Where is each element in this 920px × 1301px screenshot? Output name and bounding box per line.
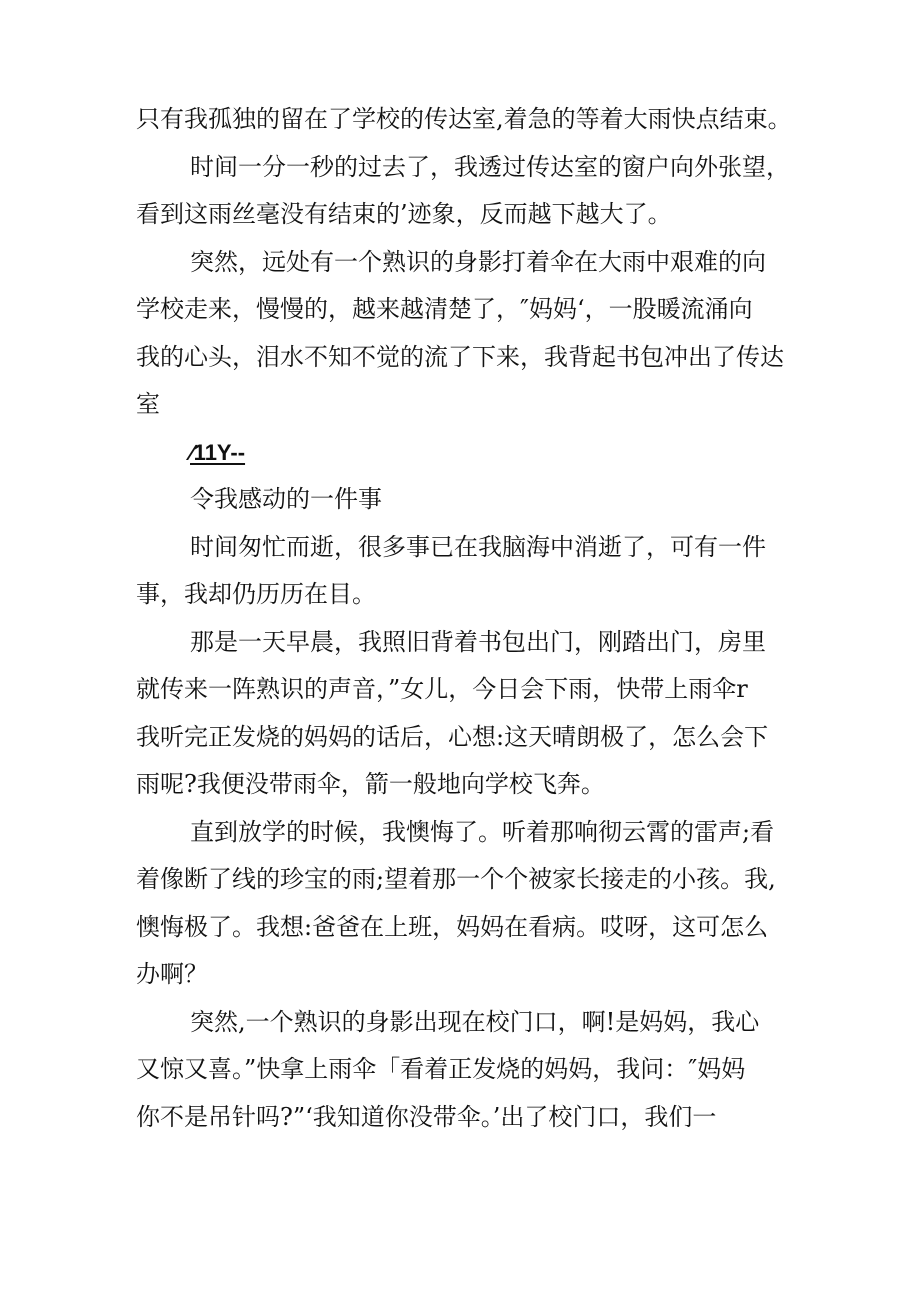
text-line: 我的心头，泪水不知不觉的流了下来，我背起书包冲出了传达 bbox=[136, 342, 784, 371]
text-line: 就传来一阵熟识的声音，”女儿，今日会下雨，快带上雨伞r bbox=[136, 675, 748, 703]
text-line: 看到这雨丝毫没有结束的’迹象，反而越下越大了。 bbox=[136, 200, 672, 228]
text-line: 那是一天早晨，我照旧背着书包出门，刚踏出门，房里 bbox=[190, 627, 766, 656]
text-line: 你不是吊针吗?”‘我知道你没带伞。’出了校门口，我们一 bbox=[136, 1102, 717, 1131]
text-line: 办啊？ bbox=[136, 960, 208, 988]
text-line: 着像断了线的珍宝的雨;望着那一个个被家长接走的小孩。我, bbox=[136, 865, 776, 893]
text-line: 又惊又喜。”快拿上雨伞「看着正发烧的妈妈，我问：″妈妈 bbox=[136, 1055, 746, 1083]
text-line: 我听完正发烧的妈妈的话后，心想:这天晴朗极了，怎么会下 bbox=[136, 722, 769, 751]
text-line: 学校走来，慢慢的，越来越清楚了，″妈妈‘，一股暖流涌向 bbox=[136, 295, 753, 323]
text-line: 突然，远处有一个熟识的身影打着伞在大雨中艰难的向 bbox=[190, 247, 766, 276]
text-line: 直到放学的时候，我懊悔了。听着那响彻云霄的雷声;看 bbox=[190, 817, 775, 846]
text-line: 雨呢?我便没带雨伞，箭一般地向学校飞奔。 bbox=[136, 770, 605, 798]
text-line: 只有我孤独的留在了学校的传达室,着急的等着大雨快点结束。 bbox=[136, 105, 792, 133]
document-body bbox=[136, 96, 796, 1141]
text-line: 懊悔极了。我想:爸爸在上班，妈妈在看病。哎呀，这可怎么 bbox=[136, 912, 769, 941]
text-line: 时间匆忙而逝，很多事已在我脑海中消逝了，可有一件 bbox=[190, 532, 766, 561]
text-line: 突然,一个熟识的身影出现在校门口，啊!是妈妈，我心 bbox=[190, 1007, 760, 1036]
text-line: 事，我却仍历历在目。 bbox=[136, 580, 376, 608]
essay-title: 令我感动的一件事 bbox=[190, 485, 382, 513]
text-line: 时间一分一秒的过去了，我透过传达室的窗户向外张望， bbox=[190, 152, 790, 181]
text-line: 室 bbox=[136, 390, 160, 418]
section-marker-text: ∕11Y-- bbox=[190, 439, 246, 465]
section-marker bbox=[136, 429, 796, 477]
